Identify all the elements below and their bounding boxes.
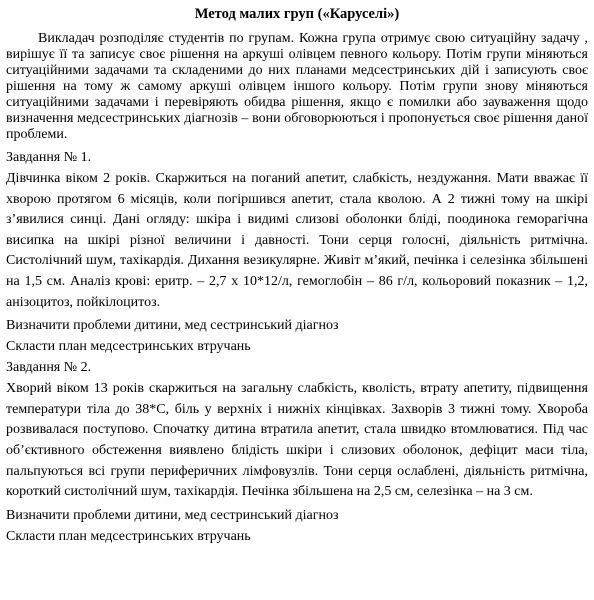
intro-paragraph: Викладач розподіляє студентів по групам. Кожна група отримує свою ситуаційну задачу , вирішує її та записує своє рішення на аркуші олівцем певного кольору. Потім групи міняються ситуаційними задачами та складеними до них планами медсестринських дій і записують своє рішення на тому ж самому аркуші олівцем іншого кольору. Потім групи знову міняються ситуаційними задачами і перевіряють обидва рішення, якщо є помилки або зауваження щодо визначення медсестринських діагнозів – вони обговорюються і пропонується своє рішення даної проблеми. xyxy=(6,31,588,142)
task-2-action-diagnosis: Визначити проблеми дитини, мед сестринський діагноз xyxy=(6,507,339,523)
task-1 xyxy=(6,149,588,356)
task-2-action-plan: Скласти план медсестринських втручань xyxy=(6,528,251,544)
task-1-action-plan: Скласти план медсестринських втручань xyxy=(6,339,251,355)
task-1-heading: Завдання № 1. xyxy=(6,150,92,165)
task-1-action-diagnosis: Визначити проблеми дитини, мед сестринський діагноз xyxy=(6,318,339,334)
document-title: Метод малих груп («Каруселі») xyxy=(194,6,400,22)
task-2 xyxy=(6,359,588,546)
task-1-text: Дівчинка віком 2 років. Скаржиться на поганий апетит, слабкість, нездужання. Мати вважає її хворою протягом 6 місяців, коли погіршився апетит, стала кволою. А 2 тижні тому на шкірі з’явилися синці. Дані огляду: шкіра і видимі слизові оболонки бліді, поодинока геморагічна висипка на шкірі різної величини і давності. Тони серця голосні, діяльність ритмічна. Систолічний шум, тахікардія. Дихання везикулярне. Живіт м’який, печінка і селезінка збільшені на 1,5 см. Аналіз крові: еритр. – 2,7 х 10*12/л, гемоглобін – 86 г/л, кольоровий показник – 1,2, анізоцитоз, пойкілоцитоз. xyxy=(6,171,588,310)
task-2-heading: Завдання № 2. xyxy=(6,360,92,376)
task-2-text: Хворий віком 13 років скаржиться на загальну слабкість, кволість, втрату апетиту, підвищення температури тіла до 38*С, біль у верхніх і нижніх кінцівках. Захворів 3 тижні тому. Хвороба розвивалася поступово. Спочатку дитина втратила апетит, стала швидко втомлюватися. Під час об’єктивного обстеження виявлено блідість шкіри і слизових оболонок, дефіцит маси тіла, пальпуються всі групи периферичних лімфовузлів. Тони серця ослаблені, діяльність ритмічна, короткий систолічний шум, тахікардія. Печінка збільшена на 2,5 см, селезінка – на 3 см. xyxy=(6,381,588,500)
